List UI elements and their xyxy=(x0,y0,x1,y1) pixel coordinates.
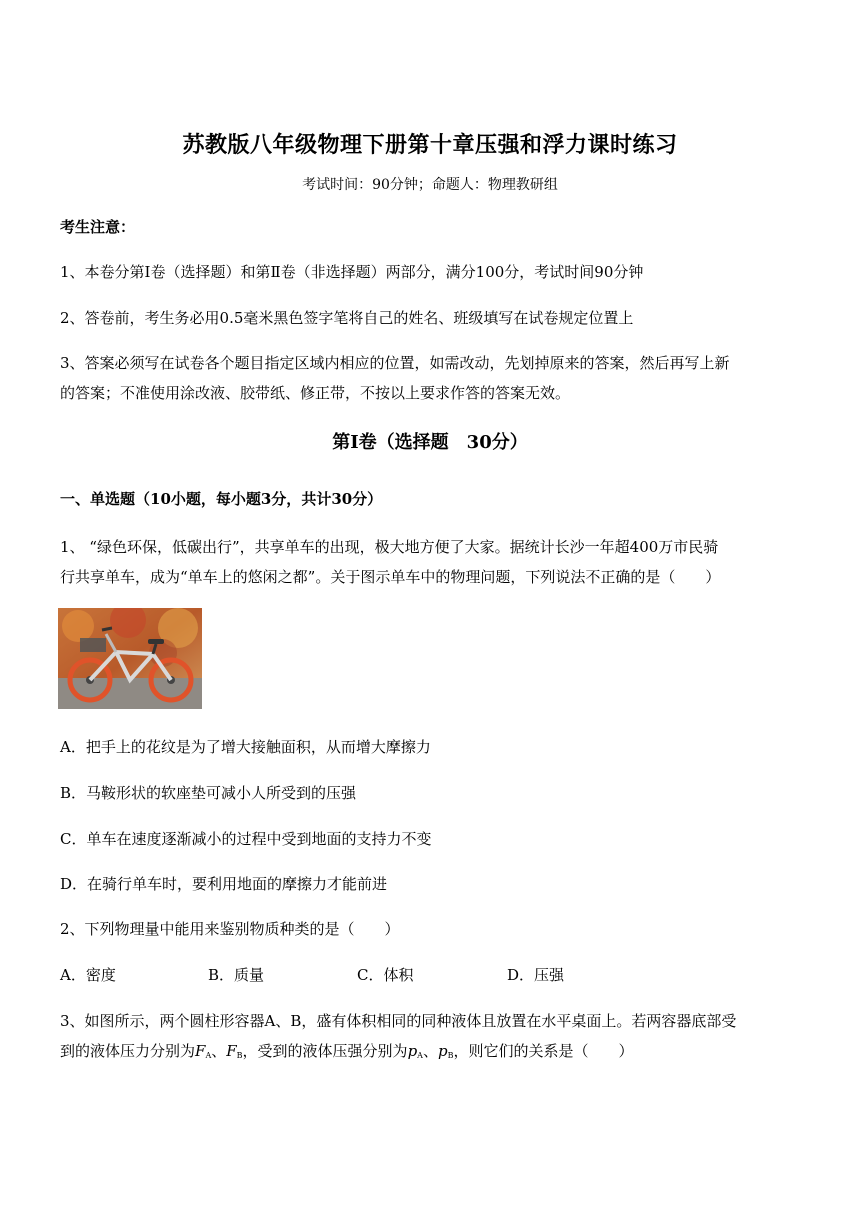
notice-item-3-cont: 的答案；不准使用涂改液、胶带纸、修正带，不按以上要求作答的答案无效。 xyxy=(60,384,571,402)
part-title: 一、单选题（10小题，每小题3分，共计30分） xyxy=(60,490,383,508)
q1-option-b: B．马鞍形状的软座垫可减小人所受到的压强 xyxy=(60,784,357,802)
q3-line2-suffix: ，则它们的关系是（ ） xyxy=(453,1042,634,1060)
force-b-subscript: B xyxy=(236,1051,243,1060)
q3-line2-prefix: 到的液体压力分别为 xyxy=(60,1042,196,1060)
notice-item-2: 2、答卷前，考生务必用0.5毫米黑色签字笔将自己的姓名、班级填写在试卷规定位置上 xyxy=(60,309,634,327)
notice-item-1: 1、本卷分第I卷（选择题）和第Ⅱ卷（非选择题）两部分，满分100分，考试时间90分钟 xyxy=(60,263,644,281)
q3-line2-mid: ，受到的液体压强分别为 xyxy=(242,1042,408,1060)
pressure-b-subscript: B xyxy=(447,1051,454,1060)
q2-option-b: B．质量 xyxy=(208,966,265,984)
force-a-symbol: F xyxy=(195,1042,206,1060)
q1-option-a: A．把手上的花纹是为了增大接触面积，从而增大摩擦力 xyxy=(60,738,431,756)
exam-subtitle: 考试时间：90分钟；命题人：物理教研组 xyxy=(302,177,558,193)
q2-option-a: A．密度 xyxy=(60,966,116,984)
notice-item-3: 3、答案必须写在试卷各个题目指定区域内相应的位置，如需改动，先划掉原来的答案，然后再写上新 xyxy=(60,354,730,372)
pressure-a-symbol: p xyxy=(407,1042,418,1060)
force-b-symbol: F xyxy=(226,1042,237,1060)
exam-title: 苏教版八年级物理下册第十章压强和浮力课时练习 xyxy=(182,132,678,158)
force-a-subscript: A xyxy=(205,1051,212,1060)
q1-stem-line1: 1、 “绿色环保，低碳出行”，共享单车的出现，极大地方便了大家。据统计长沙一年超400万市民骑 xyxy=(60,538,719,556)
q3-separator-1: 、 xyxy=(211,1042,227,1060)
pressure-a-subscript: A xyxy=(417,1051,423,1060)
q2-stem: 2、下列物理量中能用来鉴别物质种类的是（ ） xyxy=(60,920,400,938)
q2-option-d: D．压强 xyxy=(507,966,565,984)
q1-option-d: D．在骑行单车时，要利用地面的摩擦力才能前进 xyxy=(60,875,388,893)
q1-option-c: C．单车在速度逐渐减小的过程中受到地面的支持力不变 xyxy=(60,830,432,848)
q3-separator-2: 、 xyxy=(422,1042,438,1060)
bicycle-image xyxy=(58,608,202,709)
q3-stem-line1: 3、如图所示，两个圆柱形容器A、B，盛有体积相同的同种液体且放置在水平桌面上。若两容器底部受 xyxy=(60,1012,737,1030)
section-title: 第I卷（选择题 30分） xyxy=(332,432,528,453)
notice-heading: 考生注意： xyxy=(60,218,136,236)
q3-stem-line2 xyxy=(60,1036,805,1071)
q1-stem-line2: 行共享单车，成为“单车上的悠闲之都”。关于图示单车中的物理问题，下列说法不正确的是（ ） xyxy=(60,568,721,586)
pressure-b-symbol: p xyxy=(437,1042,448,1060)
q2-option-c: C．体积 xyxy=(357,966,414,984)
